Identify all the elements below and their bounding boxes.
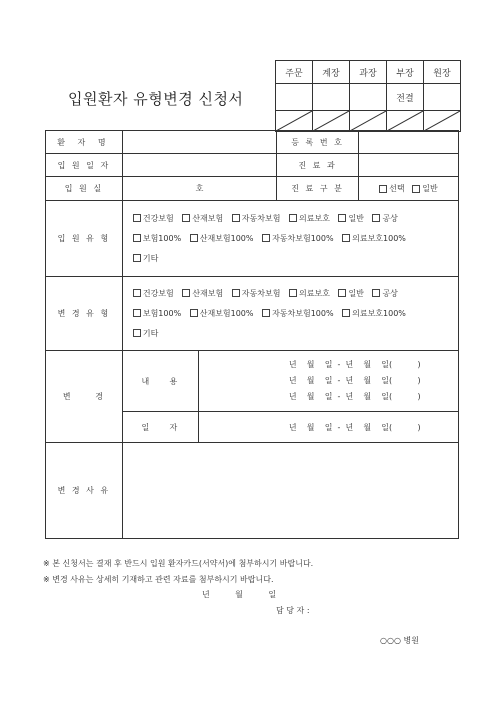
class-options (358, 177, 458, 201)
reason-field[interactable] (122, 443, 458, 539)
admit-type-checkbox[interactable] (372, 214, 380, 222)
approval-table (275, 60, 461, 132)
admit-type-option: 자동차보험 (241, 213, 281, 223)
change-type-checkbox[interactable] (262, 309, 270, 317)
reg-no-field[interactable] (358, 131, 458, 154)
approval-slash-cell (424, 111, 461, 132)
hospital-name: ○○○ 병원 (380, 636, 419, 645)
change-type-checkbox[interactable] (133, 329, 141, 337)
date-field[interactable] (198, 412, 458, 443)
change-type-checkbox[interactable] (289, 289, 297, 297)
admit-type-checkbox[interactable] (338, 214, 346, 222)
change-type-option: 기타 (142, 328, 159, 338)
approval-slash-cell (350, 111, 387, 132)
reg-no-label: 등 록 번 호 (277, 131, 359, 154)
dept-field[interactable] (358, 154, 458, 177)
change-type-option: 의료보호 (298, 288, 330, 298)
room-label: 입 원 실 (46, 177, 123, 201)
admit-type-option: 산재보험100% (199, 233, 254, 243)
dept-label: 진 료 과 (277, 154, 359, 177)
room-field[interactable] (122, 177, 276, 201)
admit-type-checkbox[interactable] (133, 214, 141, 222)
admit-type-option: 의료보호 (298, 213, 330, 223)
approval-slash-cell (276, 111, 313, 132)
change-type-option: 일반 (348, 288, 364, 298)
admit-type-options (122, 201, 458, 277)
admit-type-option: 의료보호100% (352, 233, 406, 243)
admit-type-checkbox[interactable] (133, 254, 141, 262)
admit-type-checkbox[interactable] (182, 214, 190, 222)
reason-label: 변 경 사 유 (46, 443, 123, 539)
content-label: 내 용 (122, 351, 198, 412)
change-type-option: 의료보호100% (352, 308, 406, 318)
change-type-checkbox[interactable] (232, 289, 240, 297)
page-title: 입원환자 유형변경 신청서 (68, 90, 244, 108)
admit-type-checkbox[interactable] (190, 234, 198, 242)
class-general-checkbox[interactable] (412, 185, 420, 193)
note-line: ※ 변경 사유는 상세히 기재하고 관련 자료를 첨부하시기 바랍니다. (43, 575, 274, 584)
change-type-checkbox[interactable] (190, 309, 198, 317)
change-type-checkbox[interactable] (342, 309, 350, 317)
change-type-checkbox[interactable] (182, 289, 190, 297)
change-label: 변 경 (46, 351, 123, 443)
form-table (45, 130, 459, 539)
admit-type-checkbox[interactable] (289, 214, 297, 222)
approval-sign-cell[interactable] (350, 84, 387, 111)
note-line: ※ 본 신청서는 결재 후 반드시 입원 환자카드(서약서)에 첨부하시기 바랍니다. (43, 559, 314, 568)
admit-type-option: 기타 (142, 253, 159, 263)
patient-name-label: 환 자 명 (46, 131, 123, 154)
admit-type-option: 자동차보험100% (272, 233, 334, 243)
footer-date: 년 월 일 (202, 590, 277, 599)
content-dates[interactable] (198, 351, 458, 412)
approval-header: 원장 (424, 61, 461, 84)
manager-label: 담 당 자 : (276, 606, 310, 615)
approval-slash-cell (387, 111, 424, 132)
date-range-line: 년 월 일 - 년 월 일( ) (288, 392, 421, 401)
admit-type-checkbox[interactable] (133, 234, 141, 242)
change-type-checkbox[interactable] (133, 289, 141, 297)
class-label: 진 료 구 분 (277, 177, 359, 201)
change-type-options (122, 277, 458, 351)
patient-name-field[interactable] (122, 131, 276, 154)
date-range-line: 년 월 일 - 년 월 일( ) (288, 422, 421, 432)
room-suffix: 호 (195, 184, 204, 193)
date-range-line: 년 월 일 - 년 월 일( ) (288, 360, 421, 369)
change-type-option: 건강보험 (142, 288, 174, 298)
admit-type-checkbox[interactable] (262, 234, 270, 242)
admit-type-option: 건강보험 (142, 213, 174, 223)
date-range-line: 년 월 일 - 년 월 일( ) (288, 376, 421, 385)
change-type-option: 산재보험100% (199, 308, 254, 318)
approval-header: 부장 (387, 61, 424, 84)
admit-type-option: 공상 (382, 213, 398, 223)
admit-type-label: 입 원 유 형 (46, 201, 123, 277)
change-type-option: 자동차보험 (241, 288, 281, 298)
change-type-label: 변 경 유 형 (46, 277, 123, 351)
admit-type-option: 일반 (348, 213, 364, 223)
change-type-option: 산재보험 (192, 288, 224, 298)
admit-date-field[interactable] (122, 154, 276, 177)
approval-slash-cell (313, 111, 350, 132)
admit-date-label: 입 원 일 자 (46, 154, 123, 177)
change-type-option: 공상 (382, 288, 398, 298)
approval-sign-cell[interactable] (276, 84, 313, 111)
admit-type-checkbox[interactable] (342, 234, 350, 242)
class-select-checkbox[interactable] (379, 185, 387, 193)
class-option-label: 선택 (389, 184, 405, 193)
approval-header: 계장 (313, 61, 350, 84)
change-type-option: 자동차보험100% (272, 308, 334, 318)
approval-header: 주문 (276, 61, 313, 84)
change-type-option: 보험100% (142, 308, 182, 318)
approval-decision: 전결 (387, 84, 424, 111)
admit-type-option: 보험100% (142, 233, 182, 243)
change-type-checkbox[interactable] (372, 289, 380, 297)
change-type-checkbox[interactable] (133, 309, 141, 317)
approval-header: 과장 (350, 61, 387, 84)
change-type-checkbox[interactable] (338, 289, 346, 297)
admit-type-option: 산재보험 (192, 213, 224, 223)
admit-type-checkbox[interactable] (232, 214, 240, 222)
approval-sign-cell[interactable] (313, 84, 350, 111)
date-label: 일 자 (122, 412, 198, 443)
class-option-label: 일반 (422, 184, 438, 193)
approval-sign-cell[interactable] (424, 84, 461, 111)
